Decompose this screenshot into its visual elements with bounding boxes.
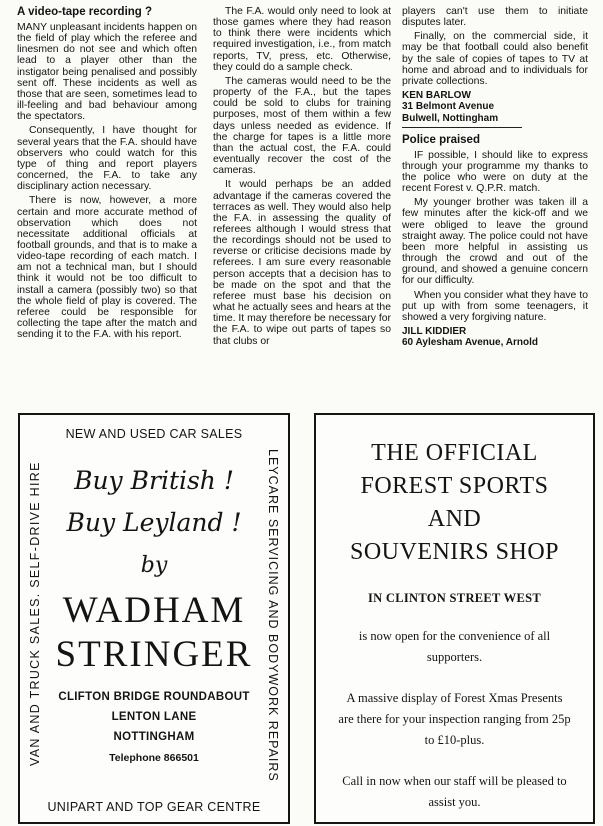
advert-slogan-1: Buy British ! [74,466,234,495]
letter-column-3 [402,6,588,348]
letter-paragraph: When you consider what they have to put up with from some teenagers, it showed a very forgiving nature. [402,289,588,323]
advert-shop-title [316,437,593,569]
advert-by: by [140,553,168,578]
letter-paragraph: Finally, on the commercial side, it may be that football could also benefit by the sale of copies of tapes to TV at home and abroad and to individuals for private collections. [402,31,588,87]
advert-vertical-left: VAN AND TRUCK SALES. SELF-DRIVE HIRE [28,461,42,767]
letter-paragraph: players can't use them to initiate disputes later. [402,6,588,29]
signature-name: JILL KIDDIER [402,326,467,338]
advert-telephone: Telephone 866501 [109,752,199,764]
letter-paragraph: The cameras would need to be the property of the F.A., but the tapes could be sold to clubs for training purposes, most of them within a few days unless needed as evidence. If the charge for tapes is a little more than the actual cost, the F.A. could eventually recover the cost of the cameras. [213,75,391,177]
advert-forest-sports-shop [314,413,595,824]
advert-top-line: NEW AND USED CAR SALES [65,427,243,441]
advert-shop-location: IN CLINTON STREET WEST [368,591,541,605]
advert-open-text: is now open for the convenience of all supporters. [358,629,551,664]
advert-slogan-2: Buy Leyland ! [66,508,242,537]
advert-wadham-stringer [18,413,290,824]
advert-title-line: AND [427,506,482,532]
advert-bottom-line: UNIPART AND TOP GEAR CENTRE [47,800,261,814]
advert-call-text: Call in now when our staff will be pleased to assist you. [342,774,567,809]
letter-heading-police-praised: Police praised [402,133,480,146]
signature-ken-barlow [402,90,588,124]
advert-title-line: FOREST SPORTS [360,473,549,499]
advert-title-line: SOUVENIRS SHOP [349,539,560,565]
advert-center [54,451,254,769]
advert-company-name-1: WADHAM [62,590,246,631]
signature-address: 60 Aylesham Avenue, Arnold [402,337,538,349]
section-divider [402,127,522,128]
advert-company-name-2: STRINGER [55,634,253,675]
signature-address: Bulwell, Nottingham [402,112,499,124]
letter-column-1 [17,6,197,343]
letter-paragraph: There is now, however, a more certain and more accurate method of observation which does not necessitate additional officials at football grounds, and that is to make a video-tape recording of each match. I am not a technical man, but I should think it would not be too difficult to install a camera (possibly two) so that the whole field of play is covered. The referee could be responsible for collecting the tape after the match and sending it to the F.A. with his report. [17,195,197,341]
letter-paragraph: The F.A. would only need to look at those games where they had reason to think there were incidents which required investigation, i.e., from match reports, TV, press, etc. Otherwise, they could do a sample check. [213,6,391,73]
signature-jill-kiddier [402,326,588,348]
advert-address-line: NOTTINGHAM [113,731,195,743]
advert-address-line: LENTON LANE [111,711,197,723]
signature-address: 31 Belmont Avenue [402,101,495,113]
letter-paragraph: My younger brother was taken ill a few minutes after the kick-off and we were obliged to leave the ground straight away. The police could not have been more helpful in assisting us through the crowd and out of the ground, and showed a genuine concern for our difficulty. [402,197,588,287]
letter-paragraph: It would perhaps be an added advantage if the cameras covered the terraces as well. They would also help the F.A. in assessing the quality of referees although I would stress that the recordings should not be used to reverse or criticise decisions made by referees. I am sure every reasonable person accepts that a decision has to be made on the spot and that the referee must base his decision on what he actually sees and hears at the time. It may therefore be necessary for the F.A. to wipe out parts of tapes so that clubs or [213,179,391,347]
letter-heading-video-tape: A video-tape recording ? [17,6,153,18]
advert-display-text: A massive display of Forest Xmas Presents are there for your inspection ranging from 25p to £10-plus. [338,691,571,747]
signature-name: KEN BARLOW [402,90,471,102]
letter-paragraph: Consequently, I have thought for several years that the F.A. should have observers who could watch for this type of thing and report players concerned, the F.A. to take any disciplinary action necessary. [17,125,197,193]
advert-address-line: CLIFTON BRIDGE ROUNDABOUT [58,691,250,703]
advert-title-line: THE OFFICIAL [371,440,538,466]
letter-column-2 [213,6,391,350]
letter-paragraph: MANY unpleasant incidents happen on the field of play which the referee and linesmen do not see and which often lead to a player other than the instigator being penalised and possibly sent off. These incidents as well as those that are seen, sometimes lead to ill-feeling and bad behaviour among the spectators. [17,22,197,123]
advert-vertical-right: LEYCARE SERVICING AND BODYWORK REPAIRS [266,449,280,782]
letter-paragraph: IF possible, I should like to express through your programme my thanks to the police who were on duty at the recent Forest v. Q.P.R. match. [402,149,588,195]
